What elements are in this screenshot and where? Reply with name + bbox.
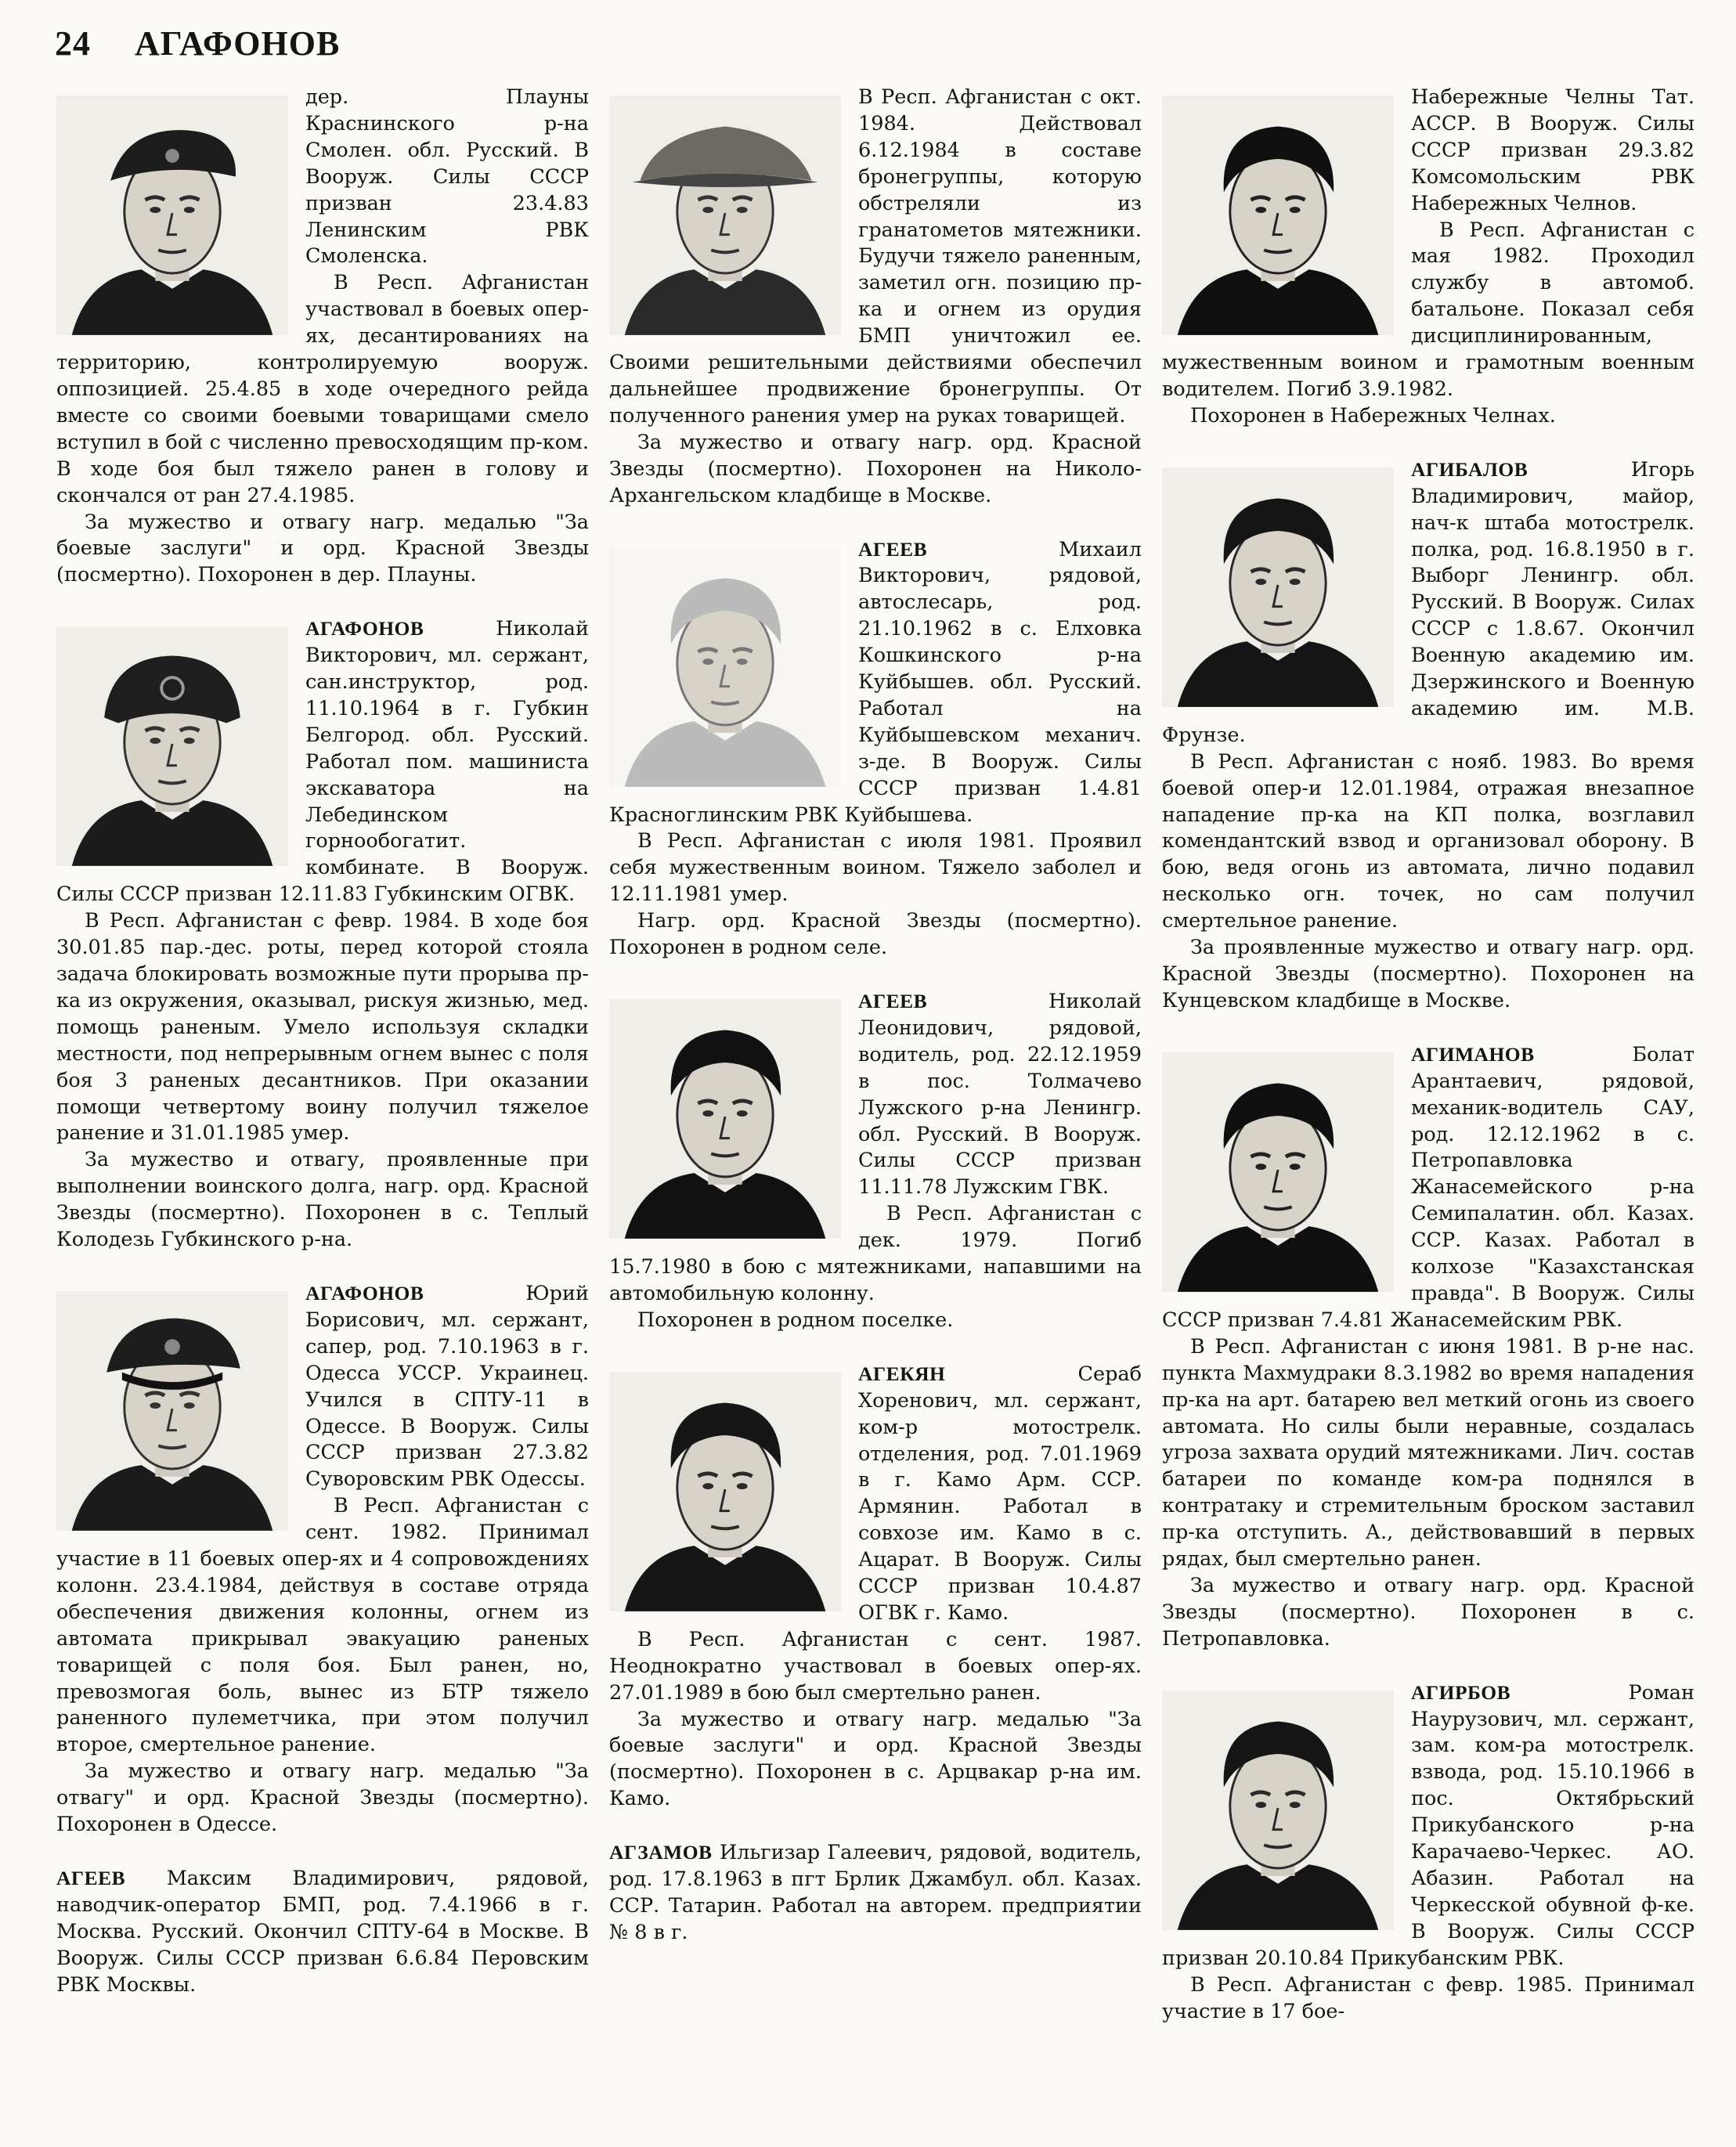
entry-paragraph bbox=[609, 430, 1142, 510]
portrait-photo bbox=[1162, 466, 1394, 709]
portrait-photo bbox=[1162, 94, 1394, 337]
entry-paragraph bbox=[609, 828, 1142, 908]
biography-entry bbox=[56, 1865, 589, 1999]
entry-text: В Респ. Афганистан с июня 1981. В р-не нас. пункта Махмудраки 8.3.1982 во время нападения пр-ка на арт. батарею вел меткий огонь из своего автомата. Но силы были неравные, создалась угроза захвата орудий мятежниками. Лич. состав батареи по команде ком-ра поднялся в контратаку и стремительным броском заставил пр-ка отступить. А., действовавший в первых рядах, был смертельно ранен. bbox=[1162, 1334, 1694, 1571]
biography-entry bbox=[56, 1280, 589, 1838]
portrait-photo bbox=[56, 94, 288, 337]
entry-paragraph bbox=[1162, 1573, 1694, 1653]
entry-text: Михаил Викторович, рядовой, автослесарь, род. 21.10.1962 в с. Елховка Кошкинского р-на Куйбышев. обл. Русский. Работал на Куйбышевском механич. з-де. В Вооруж. Силы СССР призван 1.4.81 Красноглинским РВК Куйбышева. bbox=[609, 537, 1142, 827]
biography-entry bbox=[609, 1839, 1142, 1947]
entry-text: За мужество и отвагу нагр. медалью "За боевые заслуги" и орд. Красной Звезды (посмертно). Похоронен в с. Арцвакар р-на им. Камо. bbox=[609, 1707, 1142, 1811]
entry-paragraph bbox=[56, 1865, 589, 1999]
biography-entry bbox=[56, 85, 589, 589]
entry-surname: АГЕКЯН bbox=[858, 1362, 946, 1385]
entry-text: За мужество и отвагу нагр. орд. Красной Звезды (посмертно). Похоронен на Николо-Архангельском кладбище в Москве. bbox=[609, 430, 1142, 507]
portrait-photo bbox=[609, 998, 841, 1240]
entry-text: Болат Арантаевич, рядовой, механик-водитель САУ, род. 12.12.1962 в с. Петропавловка Жанасемейского р-на Семипалатин. обл. Казах. ССР. Казах. Работал в колхозе "Казахстанская правда". В Вооруж. Силы СССР призван 7.4.81 Жанасемейским РВК. bbox=[1162, 1042, 1694, 1332]
entry-text: За мужество и отвагу нагр. медалью "За отвагу" и орд. Красной Звезды (посмертно). Похоронен в Одессе. bbox=[56, 1759, 589, 1837]
entry-text: За мужество и отвагу нагр. орд. Красной Звезды (посмертно). Похоронен в с. Петропавловка. bbox=[1162, 1573, 1694, 1651]
entry-text: В Респ. Афганистан с дек. 1979. Погиб 15.7.1980 в бою с мятежниками, напавшими на автомобильную колонну. bbox=[609, 1202, 1142, 1305]
biography-entry bbox=[609, 536, 1142, 962]
portrait-photo bbox=[609, 546, 841, 788]
running-title: АГАФОНОВ bbox=[135, 24, 341, 63]
entry-paragraph bbox=[609, 1707, 1142, 1813]
entry-text: дер. Плауны Краснинского р-на Смолен. обл. Русский. В Вооруж. Силы СССР призван 23.4.83 Ленинским РВК Смоленска. bbox=[305, 85, 589, 269]
entry-text: В Респ. Афганистан с окт. 1984. Действовал 6.12.1984 в составе бронегруппы, которую обстреляли из гранатометов мятежники. Будучи тяжело раненным, заметил огн. позицию пр-ка и огнем из орудия БМП уничтожил ее. Своими решительными действиями обеспечил дальнейшее продвижение бронегруппы. От полученного ранения умер на руках товарищей. bbox=[609, 85, 1142, 428]
entry-text: Николай Викторович, мл. сержант, сан.инструктор, род. 11.10.1964 в г. Губкин Белгород. обл. Русский. Работал пом. машиниста экскаватора на Лебединском горнообогатит. комбинате. В Вооруж. Силы СССР призван 12.11.83 Губкинским ОГВК. bbox=[56, 617, 589, 907]
entry-text: Набережные Челны Тат. АССР. В Вооруж. Силы СССР призван 29.3.82 Комсомольским РВК Набережных Челнов. bbox=[1411, 85, 1694, 215]
entry-paragraph bbox=[609, 1308, 1142, 1334]
entry-text: В Респ. Афганистан с февр. 1984. В ходе боя 30.01.85 пар.-дес. роты, перед которой стояла задача блокировать возможные пути прорыва пр-ка из окружения, оказывал, рискуя жизнью, мед. помощь раненым. Умело используя складки местности, под непрерывным огнем вынес с поля боя 3 раненых десантников. При оказании помощи четвертому воину получил тяжелое ранение и 31.01.1985 умер. bbox=[56, 909, 589, 1146]
biography-entry bbox=[609, 988, 1142, 1334]
entry-surname: АГЗАМОВ bbox=[609, 1841, 713, 1864]
entry-text: В Респ. Афганистан с июля 1981. Проявил себя мужественным воином. Тяжело заболел и 12.11.1981 умер. bbox=[609, 829, 1142, 907]
entry-surname: АГИРБОВ bbox=[1411, 1680, 1511, 1704]
running-header bbox=[55, 23, 340, 63]
entry-text: За мужество и отвагу нагр. медалью "За боевые заслуги" и орд. Красной Звезды (посмертно). Похоронен в дер. Плауны. bbox=[56, 510, 589, 587]
entry-text: Похоронен в Набережных Челнах. bbox=[1190, 403, 1556, 428]
page-number: 24 bbox=[55, 24, 91, 63]
entry-paragraph bbox=[609, 1839, 1142, 1947]
biography-entry bbox=[1162, 85, 1694, 430]
entry-text: В Респ. Афганистан с сент. 1982. Принимал участие в 11 боевых опер-ях и 4 сопровождениях колонн. 23.4.1984, действуя в составе отряда обеспечения движения колонны, огнем из автомата прикрывал эвакуацию раненых товарищей с поля боя. Был ранен, но, превозмогая боль, вынес из БТР тяжело раненного пулеметчика, при этом получил второе, смертельное ранение. bbox=[56, 1494, 589, 1757]
portrait-photo bbox=[1162, 1689, 1394, 1932]
biography-entry bbox=[1162, 1041, 1694, 1653]
entry-paragraph bbox=[56, 1493, 589, 1759]
entry-paragraph bbox=[56, 1147, 589, 1254]
entry-text: Роман Наурузович, мл. сержант, зам. ком-ра мотострелк. взвода, род. 15.10.1966 в пос. Октябрьский Прикубанского р-на Карачаево-Черкес. АО. Абазин. Работал на Черкесской обувной ф-ке. В Вооруж. Силы СССР призван 20.10.84 Прикубанским РВК. bbox=[1162, 1680, 1694, 1970]
entry-text: Сераб Хоренович, мл. сержант, ком-р мотострелк. отделения, род. 7.01.1969 в г. Камо Арм. ССР. Армянин. Работал в совхозе им. Камо в с. Ацарат. В Вооруж. Силы СССР призван 10.4.87 ОГВК г. Камо. bbox=[858, 1362, 1142, 1625]
entry-paragraph bbox=[56, 1759, 589, 1838]
entry-paragraph bbox=[609, 1627, 1142, 1707]
entry-surname: АГАФОНОВ bbox=[305, 1281, 424, 1304]
biography-entry bbox=[1162, 1680, 1694, 2026]
entry-text: Похоронен в родном поселке. bbox=[637, 1308, 954, 1332]
text-column-2 bbox=[609, 85, 1142, 2136]
entry-surname: АГИБАЛОВ bbox=[1411, 457, 1528, 481]
entry-paragraph bbox=[56, 510, 589, 590]
entry-text: В Респ. Афганистан участвовал в боевых опер-ях, десантированиях на территорию, контролируемую вооруж. оппозицией. 25.4.85 в ходе очередного рейда вместе со своими боевыми товарищами смело вступил в бой с численно превосходящим пр-ком. В ходе боя был тяжело ранен в голову и скончался от ран 27.4.1985. bbox=[56, 271, 589, 507]
entry-paragraph bbox=[609, 908, 1142, 962]
entry-text: За проявленные мужество и отвагу нагр. орд. Красной Звезды (посмертно). Похоронен на Кунцевском кладбище в Москве. bbox=[1162, 936, 1694, 1012]
entry-text: В Респ. Афганистан с февр. 1985. Принимал участие в 17 бое- bbox=[1162, 1972, 1694, 2023]
entry-text: Юрий Борисович, мл. сержант, сапер, род. 7.10.1963 в г. Одесса УССР. Украинец. Учился в СПТУ-11 в Одессе. В Вооруж. Силы СССР призван 27.3.82 Суворовским РВК Одессы. bbox=[305, 1281, 589, 1492]
entry-surname: АГИМАНОВ bbox=[1411, 1042, 1535, 1066]
biography-entry bbox=[609, 85, 1142, 510]
entry-text: За мужество и отвагу, проявленные при выполнении воинского долга, нагр. орд. Красной Звезды (посмертно). Похоронен в с. Теплый Колодезь Губкинского р-на. bbox=[56, 1148, 589, 1252]
portrait-photo bbox=[609, 94, 841, 337]
portrait-photo bbox=[609, 1370, 841, 1613]
entry-text: Нагр. орд. Красной Звезды (посмертно). Похоронен в родном селе. bbox=[609, 909, 1142, 960]
entry-text: Николай Леонидович, рядовой, водитель, род. 22.12.1959 в пос. Толмачево Лужского р-на Ленингр. обл. Русский. В Вооруж. Силы СССР призван 11.11.78 Лужским ГВК. bbox=[858, 990, 1142, 1200]
entry-text: В Респ. Афганистан с нояб. 1983. Во время боевой опер-и 12.01.1984, отражая внезапное нападение пр-ка на КП полка, возглавил комендантский взвод и организовал оборону. В бою, ведя огонь из автомата, лично подавил несколько огн. точек, но сам получил смертельное ранение. bbox=[1162, 749, 1694, 933]
entry-text: Максим Владимирович, рядовой, наводчик-оператор БМП, род. 7.4.1966 в г. Москва. Русский. Окончил СПТУ-64 в Москве. В Вооруж. Силы СССР призван 6.6.84 Перовским РВК Москвы. bbox=[56, 1867, 589, 1997]
entry-paragraph bbox=[1162, 935, 1694, 1015]
entry-paragraph bbox=[56, 908, 589, 1147]
portrait-photo bbox=[56, 1290, 288, 1532]
portrait-photo bbox=[1162, 1051, 1394, 1294]
portrait-photo bbox=[56, 625, 288, 868]
entry-text: В Респ. Афганистан с сент. 1987. Неоднократно участвовал в боевых опер-ях. 27.01.1989 в бою был смертельно ранен. bbox=[609, 1627, 1142, 1705]
biography-entry bbox=[1162, 456, 1694, 1015]
entry-paragraph bbox=[1162, 403, 1694, 430]
text-column-3 bbox=[1162, 85, 1694, 2136]
entry-text: Ильгизар Галеевич, рядовой, водитель, род. 17.8.1963 в пгт Брлик Джамбул. обл. Казах. ССР. Татарин. Работал на авторем. предприятии № 8 в г. bbox=[609, 1841, 1142, 1944]
biography-entry bbox=[609, 1361, 1142, 1813]
entry-paragraph bbox=[1162, 1334, 1694, 1573]
entry-surname: АГЕЕВ bbox=[858, 537, 928, 561]
text-column-1 bbox=[56, 85, 589, 2136]
biography-entry bbox=[56, 615, 589, 1254]
entry-text: В Респ. Афганистан с мая 1982. Проходил службу в автомоб. батальоне. Показал себя дисциплинированным, мужественным воином и грамотным военным водителем. Погиб 3.9.1982. bbox=[1162, 218, 1694, 401]
entry-surname: АГЕЕВ bbox=[56, 1867, 126, 1889]
entry-paragraph bbox=[1162, 749, 1694, 935]
entry-surname: АГЕЕВ bbox=[858, 990, 928, 1012]
entry-paragraph bbox=[1162, 1972, 1694, 2026]
entry-text: Игорь Владимирович, майор, нач-к штаба мотострелк. полка, род. 16.8.1950 в г. Выборг Ленингр. обл. Русский. В Вооруж. Силах СССР с 1.8.67. Окончил Военную академию им. Дзержинского и Военную академию им. М.В. Фрунзе. bbox=[1162, 457, 1694, 747]
entry-surname: АГАФОНОВ bbox=[305, 617, 424, 640]
